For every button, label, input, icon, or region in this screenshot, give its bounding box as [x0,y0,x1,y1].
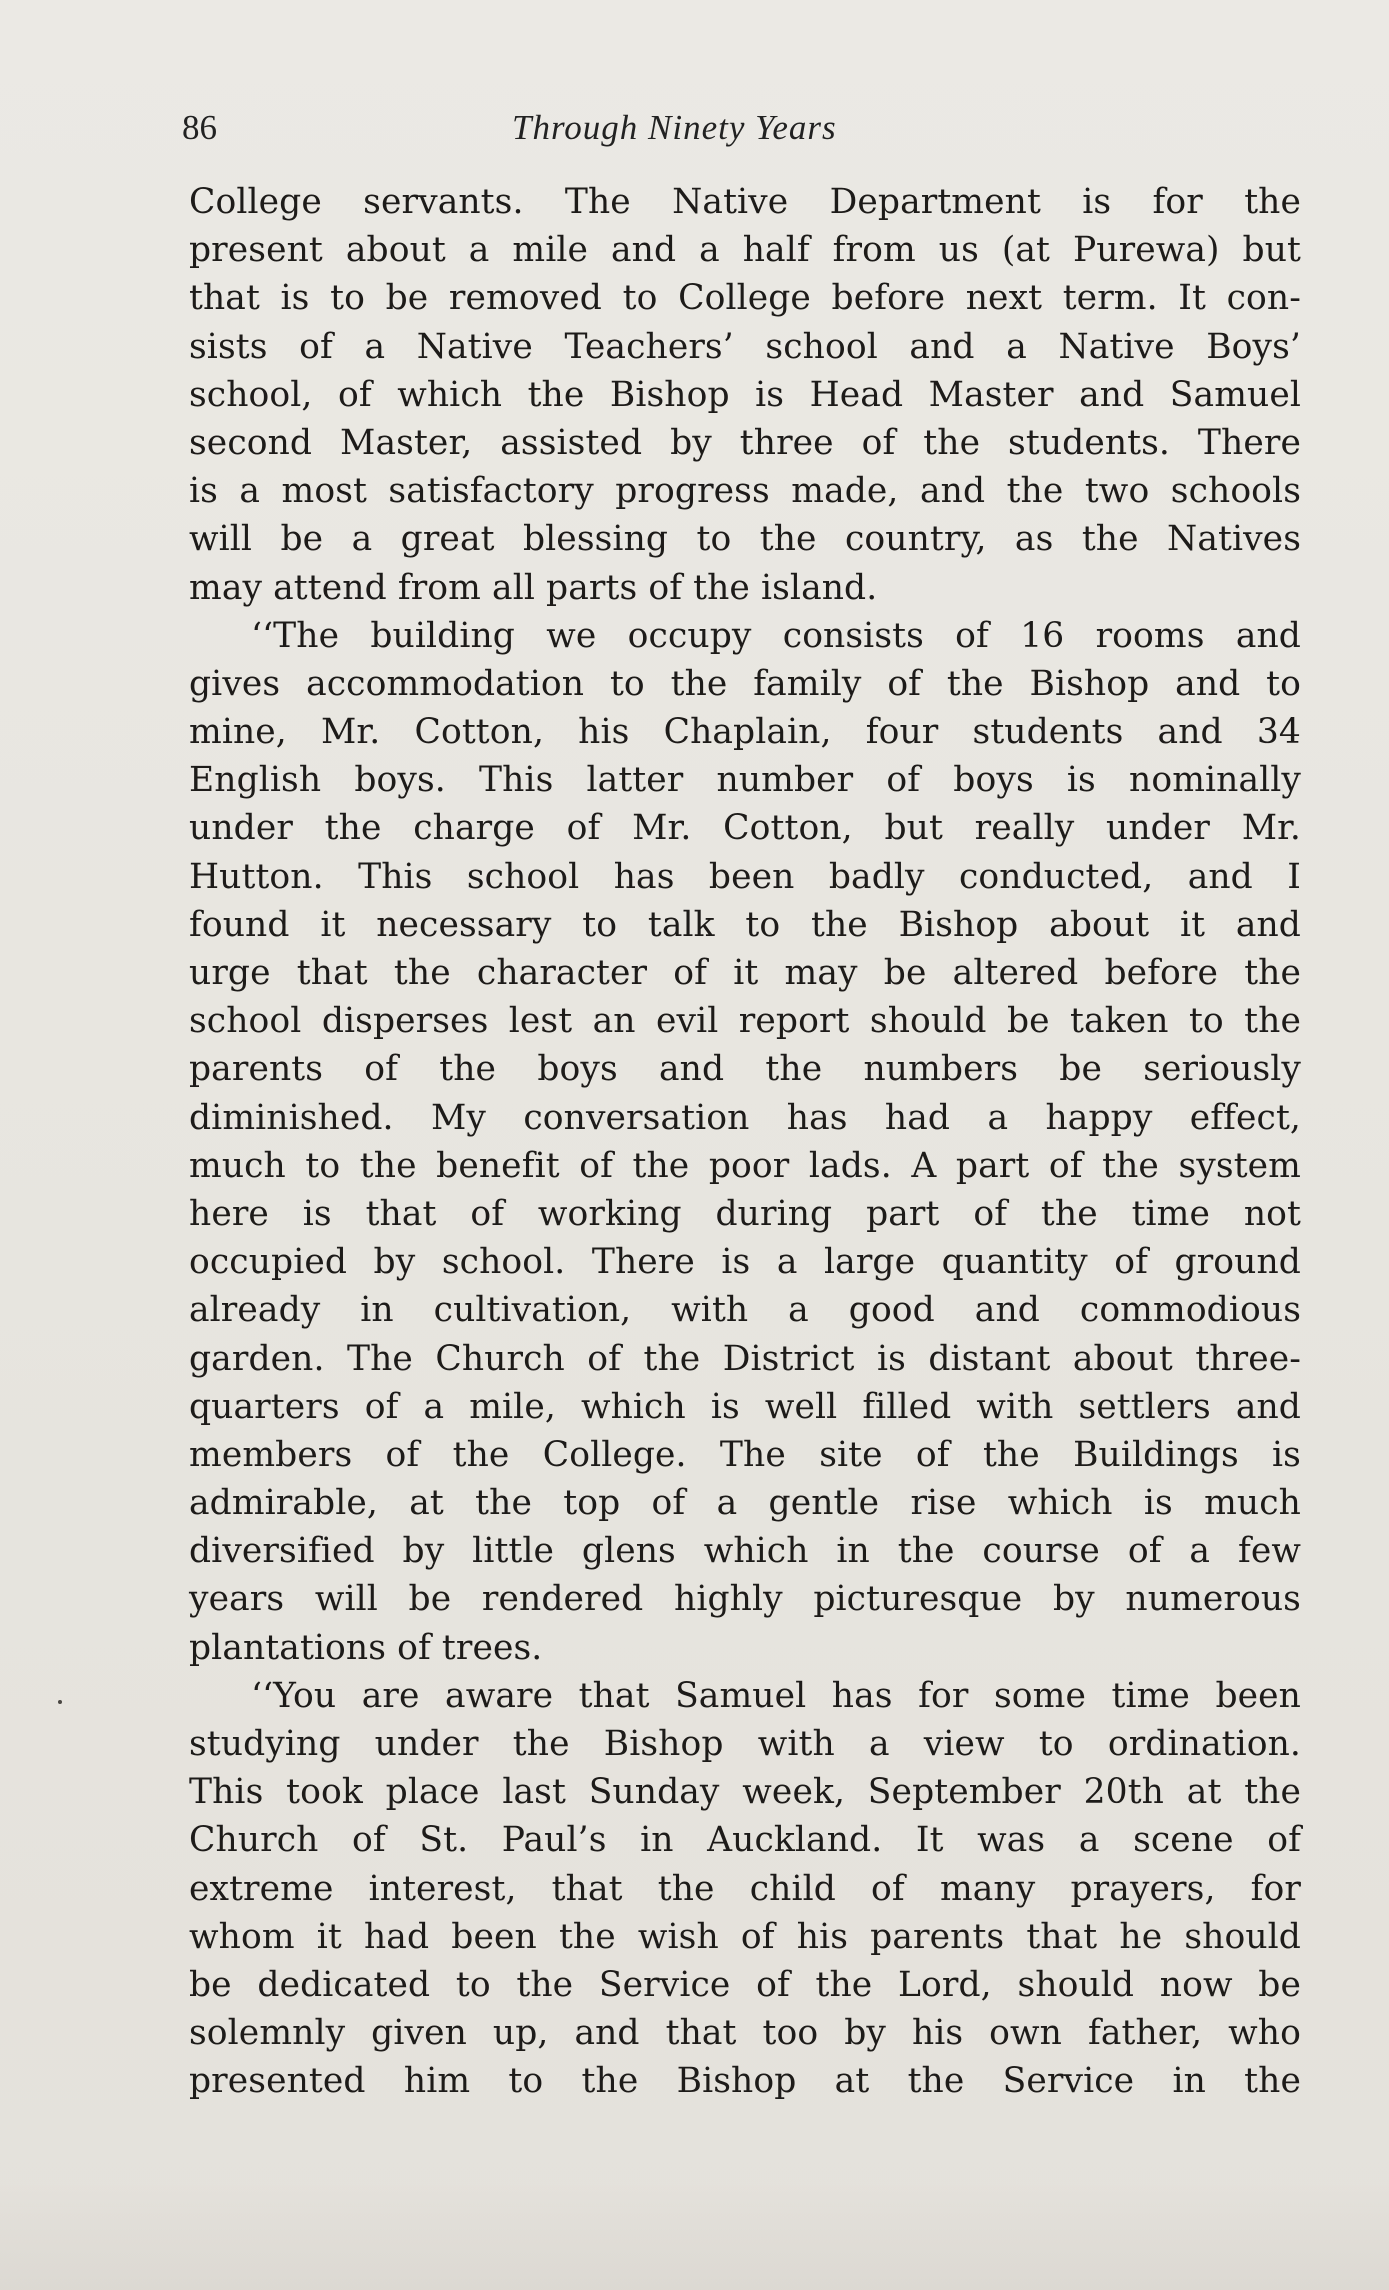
paragraph-start-line: ‘‘You are aware that Samuel has for some time been [251,1675,1301,1716]
text-line: presented him to the Bishop at the Service in the [189,2061,1301,2102]
text-line: present about a mile and a half from us (at Purewa) but [189,230,1301,271]
text-line: years will be rendered highly picturesque by numerous [189,1579,1301,1620]
text-line: Hutton. This school has been badly conducted, and I [189,856,1301,897]
text-line: mine, Mr. Cotton, his Chaplain, four students and 34 [189,712,1301,753]
text-line: be dedicated to the Service of the Lord, should now be [189,1964,1301,2005]
text-line: diversified by little glens which in the course of a few [189,1531,1301,1572]
text-line: is a most satisfactory progress made, and the two schools [189,471,1301,512]
paragraph-start-line: ‘‘The building we occupy consists of 16 rooms and [251,615,1301,656]
body-text [189,178,1301,2128]
text-line: second Master, assisted by three of the students. There [189,422,1301,463]
text-line: under the charge of Mr. Cotton, but really under Mr. [189,808,1301,849]
text-line: found it necessary to talk to the Bishop about it and [189,904,1301,945]
running-title: Through Ninety Years [512,108,837,147]
text-line: gives accommodation to the family of the Bishop and to [189,663,1301,704]
text-line: here is that of working during part of the time not [189,1193,1301,1234]
text-line: already in cultivation, with a good and commodious [189,1290,1301,1331]
text-line: quarters of a mile, which is well filled with settlers and [189,1386,1301,1427]
text-line: school, of which the Bishop is Head Master and Samuel [189,374,1301,415]
text-line: much to the benefit of the poor lads. A part of the system [189,1145,1301,1186]
text-line: This took place last Sunday week, September 20th at the [189,1772,1301,1813]
text-line: urge that the character of it may be altered before the [189,953,1301,993]
text-line: parents of the boys and the numbers be seriously [189,1049,1301,1090]
text-line: that is to be removed to College before next term. It con- [189,278,1301,319]
text-line: Church of St. Paul’s in Auckland. It was a scene of [189,1820,1301,1861]
text-line: English boys. This latter number of boys is nominally [189,760,1301,801]
text-line: members of the College. The site of the Buildings is [189,1434,1301,1475]
text-line: whom it had been the wish of his parents that he should [189,1916,1301,1957]
text-line: will be a great blessing to the country, as the Natives [189,519,1301,560]
page-number: 86 [182,108,217,147]
text-line: solemnly given up, and that too by his own father, who [189,2013,1301,2054]
text-line: occupied by school. There is a large quantity of ground [189,1242,1301,1283]
text-line: College servants. The Native Department is for the [189,182,1301,222]
text-line: admirable, at the top of a gentle rise which is much [189,1483,1301,1524]
text-line: school disperses lest an evil report should be taken to the [189,1001,1301,1042]
text-line: extreme interest, that the child of many prayers, for [189,1868,1301,1909]
text-line: garden. The Church of the District is distant about three- [189,1338,1301,1379]
text-line: plantations of trees. [189,1627,543,1668]
text-line: studying under the Bishop with a view to ordination. [189,1724,1301,1764]
page-edge-shadow [0,2180,1389,2290]
text-line: may attend from all parts of the island. [189,567,878,608]
page-header [182,104,1302,152]
margin-dot [58,1700,62,1704]
text-line: diminished. My conversation has had a happy effect, [189,1097,1301,1138]
text-line: sists of a Native Teachers’ school and a Native Boys’ [189,326,1301,367]
